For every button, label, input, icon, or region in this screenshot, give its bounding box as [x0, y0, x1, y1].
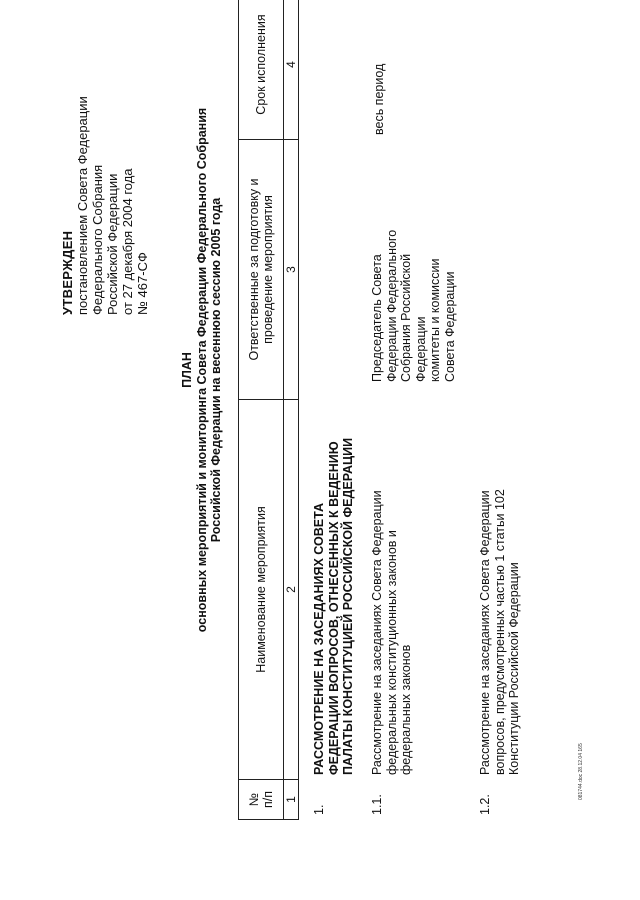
- responsible-line: Собрания Российской: [399, 253, 413, 382]
- responsible-line: Федерации: [413, 316, 428, 382]
- responsible-line: Председатель Совета: [370, 254, 384, 382]
- plan-table-header: [238, 0, 299, 820]
- row-name: [312, 438, 356, 775]
- header-name-line: Наименование мероприятия: [254, 506, 268, 673]
- header-number-line1: №: [247, 792, 261, 807]
- plan-title-word: ПЛАН: [180, 352, 194, 388]
- row-deadline: весь период: [372, 63, 386, 135]
- row-name-line: Рассмотрение на заседаниях Совета Федерации: [478, 490, 492, 775]
- column-index: 3: [284, 140, 299, 400]
- plan-title-line: Российской Федерации на весеннюю сессию 2005 года: [209, 197, 223, 543]
- header-deadline: [239, 0, 284, 140]
- header-number-line2: п/п: [261, 791, 275, 809]
- plan-title: [180, 90, 224, 650]
- approval-heading: УТВЕРЖДЕН: [60, 230, 75, 315]
- row-name-line: Рассмотрение на заседаниях Совета Федерации: [370, 490, 384, 775]
- header-responsible: [239, 140, 284, 400]
- row-name-line: федеральных конституционных законов и: [384, 530, 399, 775]
- row-name-line: Конституции Российской Федерации: [507, 562, 521, 775]
- header-responsible-line1: Ответственные за подготовку и: [247, 178, 261, 361]
- column-index: 1: [284, 780, 299, 820]
- row-number: 1.: [312, 804, 326, 815]
- plan-title-line: основных мероприятий и мониторинга Совета Федерации Федерального Собрания: [194, 107, 209, 633]
- row-name: [478, 489, 522, 775]
- approval-line: № 467-СФ: [135, 252, 150, 315]
- header-number: [239, 780, 284, 820]
- header-name: [239, 400, 284, 780]
- row-name-line: вопросов, предусмотренных частью 1 статьи 102: [492, 489, 507, 775]
- responsible-line: комитеты и комиссии: [428, 258, 442, 382]
- row-number: 1.1.: [370, 794, 384, 815]
- column-index: 2: [284, 400, 299, 780]
- approval-line: Федерального Собрания: [90, 164, 105, 315]
- column-index: 4: [284, 0, 299, 140]
- row-name: [370, 490, 414, 775]
- file-footnote: 081744.doc 28.12.04 165: [578, 743, 584, 800]
- approval-line: от 27 декабря 2004 года: [120, 168, 135, 315]
- row-responsible: [370, 230, 457, 382]
- responsible-line: Федерации Федерального: [384, 229, 399, 382]
- row-name-line: ПАЛАТЫ КОНСТИТУЦИЕЙ РОССИЙСКОЙ ФЕДЕРАЦИИ: [341, 437, 355, 775]
- approval-line: Российской Федерации: [105, 173, 120, 315]
- approval-line: постановлением Совета Федерации: [75, 96, 90, 315]
- row-number: 1.2.: [478, 794, 492, 815]
- row-name-line: РАССМОТРЕНИЕ НА ЗАСЕДАНИЯХ СОВЕТА: [312, 503, 326, 775]
- header-deadline-line: Срок исполнения: [254, 14, 268, 115]
- header-responsible-line2: проведение мероприятия: [261, 195, 275, 344]
- row-name-line: ФЕДЕРАЦИИ ВОПРОСОВ, ОТНЕСЕННЫХ К ВЕДЕНИЮ: [326, 441, 341, 775]
- approval-block: [60, 96, 150, 315]
- responsible-line: Совета Федерации: [442, 271, 457, 382]
- row-name-line: федеральных законов: [399, 644, 413, 775]
